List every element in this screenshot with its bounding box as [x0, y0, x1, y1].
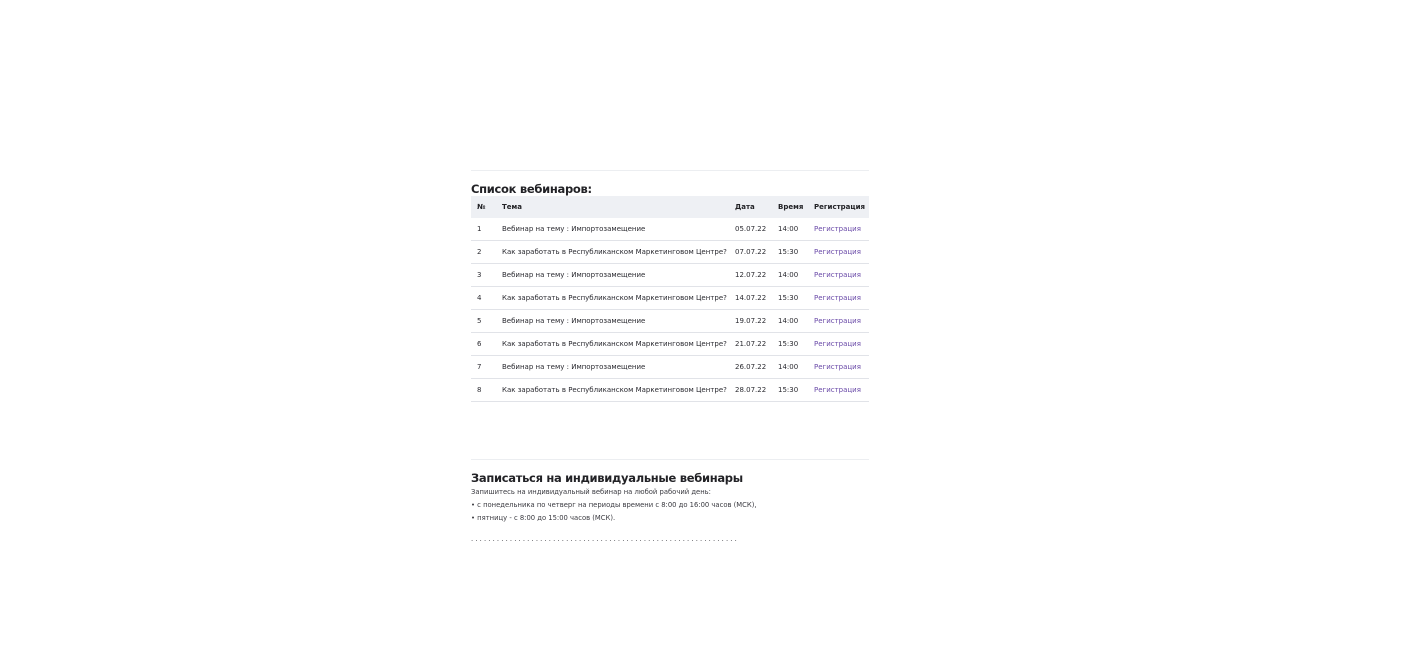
registration-link[interactable]: Регистрация [814, 340, 861, 348]
row-date: 26.07.22 [735, 356, 778, 379]
registration-link[interactable]: Регистрация [814, 248, 861, 256]
table-row [471, 241, 869, 264]
row-registration-cell [814, 333, 869, 356]
row-registration-cell [814, 241, 869, 264]
row-time: 14:00 [778, 310, 814, 333]
row-number: 6 [471, 333, 502, 356]
table-row [471, 287, 869, 310]
registration-link[interactable]: Регистрация [814, 294, 861, 302]
column-header-time: Время [778, 196, 814, 218]
registration-link[interactable]: Регистрация [814, 271, 861, 279]
registration-link[interactable]: Регистрация [814, 363, 861, 371]
row-registration-cell [814, 218, 869, 241]
row-date: 28.07.22 [735, 379, 778, 402]
section-divider-top [471, 170, 869, 171]
row-number: 4 [471, 287, 502, 310]
row-registration-cell [814, 356, 869, 379]
clipped-paragraph-fragment: . . . . . . . . . . . . . . . . . . . . . . . . . . . . . . . . . . . . . . . . . . . . . . . . . . . . . . . . . . . . . . [471, 539, 737, 543]
row-time: 15:30 [778, 333, 814, 356]
individual-webinars-title: Записаться на индивидуальные вебинары [471, 471, 743, 485]
table-row [471, 379, 869, 402]
individual-intro-text: Запишитесь на индивидуальный вебинар на любой рабочий день: [471, 488, 711, 496]
row-registration-cell [814, 379, 869, 402]
row-date: 14.07.22 [735, 287, 778, 310]
row-number: 8 [471, 379, 502, 402]
table-row [471, 310, 869, 333]
webinar-table [471, 196, 869, 402]
row-date: 07.07.22 [735, 241, 778, 264]
row-date: 21.07.22 [735, 333, 778, 356]
column-header-date: Дата [735, 196, 778, 218]
row-date: 12.07.22 [735, 264, 778, 287]
row-time: 15:30 [778, 287, 814, 310]
section-divider-bottom [471, 459, 869, 460]
table-row [471, 333, 869, 356]
registration-link[interactable]: Регистрация [814, 386, 861, 394]
row-number: 7 [471, 356, 502, 379]
row-topic: Вебинар на тему : Импортозамещение [502, 310, 735, 333]
row-topic: Вебинар на тему : Импортозамещение [502, 264, 735, 287]
row-number: 1 [471, 218, 502, 241]
row-date: 05.07.22 [735, 218, 778, 241]
webinar-list-title: Список вебинаров: [471, 182, 592, 196]
row-topic: Вебинар на тему : Импортозамещение [502, 356, 735, 379]
row-time: 14:00 [778, 264, 814, 287]
row-registration-cell [814, 287, 869, 310]
row-topic: Как заработать в Республиканском Маркетинговом Центре? [502, 241, 735, 264]
row-time: 15:30 [778, 241, 814, 264]
row-registration-cell [814, 310, 869, 333]
row-time: 15:30 [778, 379, 814, 402]
column-header-registration: Регистрация [814, 196, 869, 218]
table-row [471, 264, 869, 287]
column-header-number: № [471, 196, 502, 218]
row-topic: Как заработать в Республиканском Маркетинговом Центре? [502, 287, 735, 310]
table-row [471, 356, 869, 379]
row-topic: Как заработать в Республиканском Маркетинговом Центре? [502, 379, 735, 402]
row-number: 5 [471, 310, 502, 333]
registration-link[interactable]: Регистрация [814, 317, 861, 325]
row-registration-cell [814, 264, 869, 287]
registration-link[interactable]: Регистрация [814, 225, 861, 233]
table-row [471, 218, 869, 241]
column-header-topic: Тема [502, 196, 735, 218]
row-time: 14:00 [778, 356, 814, 379]
row-time: 14:00 [778, 218, 814, 241]
schedule-friday-text: • пятницу - с 8:00 до 15:00 часов (МСК). [471, 514, 616, 522]
row-number: 3 [471, 264, 502, 287]
row-date: 19.07.22 [735, 310, 778, 333]
table-header-row [471, 196, 869, 218]
row-number: 2 [471, 241, 502, 264]
schedule-weekdays-text: • с понедельника по четверг на периоды времени с 8:00 до 16:00 часов (МСК), [471, 501, 757, 509]
row-topic: Как заработать в Республиканском Маркетинговом Центре? [502, 333, 735, 356]
row-topic: Вебинар на тему : Импортозамещение [502, 218, 735, 241]
